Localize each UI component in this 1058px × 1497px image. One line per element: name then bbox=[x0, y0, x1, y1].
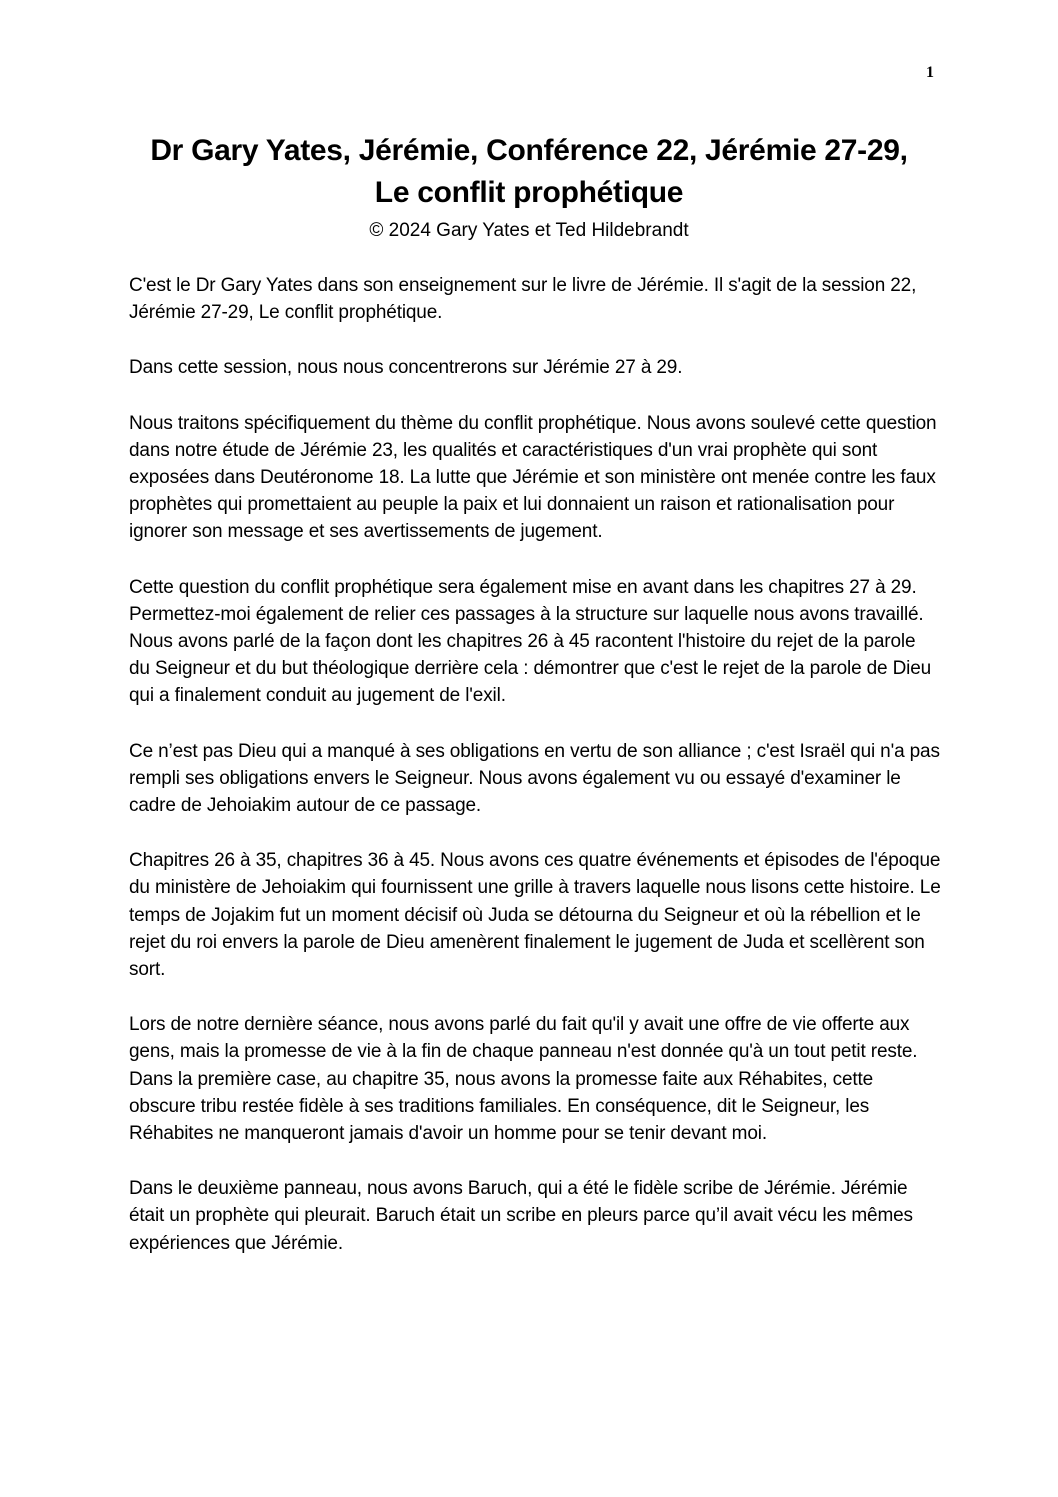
document-title bbox=[0, 130, 1058, 214]
title-line-2: Le conflit prophétique bbox=[374, 176, 684, 209]
title-line-1: Dr Gary Yates, Jérémie, Conférence 22, Jérémie 27-29, bbox=[150, 134, 908, 167]
copyright-notice: © 2024 Gary Yates et Ted Hildebrandt bbox=[369, 220, 689, 241]
paragraph-rechabites: Lors de notre dernière séance, nous avons parlé du fait qu'il y avait une offre de vie offerte aux gens, mais la promesse de vie à la fin de chaque panneau n'est donnée qu'à un tout petit reste. Dans la première case, au chapitre 35, nous avons la promesse faite aux Réhabites, cette obscure tribu restée fidèle à ses traditions familiales. En conséquence, dit le Seigneur, les Réhabites ne manqueront jamais d'avoir un homme pour se tenir devant moi. bbox=[129, 1014, 918, 1145]
document-header bbox=[0, 130, 1058, 244]
page-number: 1 bbox=[926, 64, 934, 81]
paragraph-intro: C'est le Dr Gary Yates dans son enseignement sur le livre de Jérémie. Il s'agit de la session 22, Jérémie 27-29, Le conflit prophétique. bbox=[129, 275, 917, 324]
paragraph-prophetic-conflict: Nous traitons spécifiquement du thème du conflit prophétique. Nous avons soulevé cette question dans notre étude de Jérémie 23, les qualités et caractéristiques d'un vrai prophète qui sont exposées dans Deutéronome 18. La lutte que Jérémie et son ministère ont menée contre les faux prophètes qui promettaient au peuple la paix et lui donnaient un raison et rationalisation pour ignorer son message et ses avertissements de jugement. bbox=[129, 412, 937, 543]
paragraph-covenant: Ce n’est pas Dieu qui a manqué à ses obligations en vertu de son alliance ; c'est Israël qui n'a pas rempli ses obligations envers le Seigneur. Nous avons également vu ou essayé d'examiner le cadre de Jehoiakim autour de ce passage. bbox=[129, 740, 940, 817]
paragraph-baruch: Dans le deuxième panneau, nous avons Baruch, qui a été le fidèle scribe de Jérémie. Jérémie était un prophète qui pleurait. Baruch était un scribe en pleurs parce qu’il avait vécu les mêmes expériences que Jérémie. bbox=[129, 1178, 913, 1254]
paragraph-structure: Cette question du conflit prophétique sera également mise en avant dans les chapitres 27 à 29. Permettez-moi également de relier ces passages à la structure sur laquelle nous avons travaillé. Nous avons parlé de la façon dont les chapitres 26 à 45 racontent l'histoire du rejet de la parole du Seigneur et du but théologique derrière cela : démontrer que c'est le rejet de la parole de Dieu qui a finalement conduit au jugement de l'exil. bbox=[129, 576, 932, 707]
document-body bbox=[129, 272, 941, 1285]
paragraph-jehoiakim-frame: Chapitres 26 à 35, chapitres 36 à 45. Nous avons ces quatre événements et épisodes de l'époque du ministère de Jehoiakim qui fournissent une grille à travers laquelle nous lisons cette histoire. Le temps de Jojakim fut un moment décisif où Juda se détourna du Seigneur et où la rébellion et le rejet du roi envers la parole de Dieu amenèrent finalement le jugement de Juda et scellèrent son sort. bbox=[129, 850, 941, 981]
paragraph-session-focus: Dans cette session, nous nous concentrerons sur Jérémie 27 à 29. bbox=[129, 357, 683, 379]
